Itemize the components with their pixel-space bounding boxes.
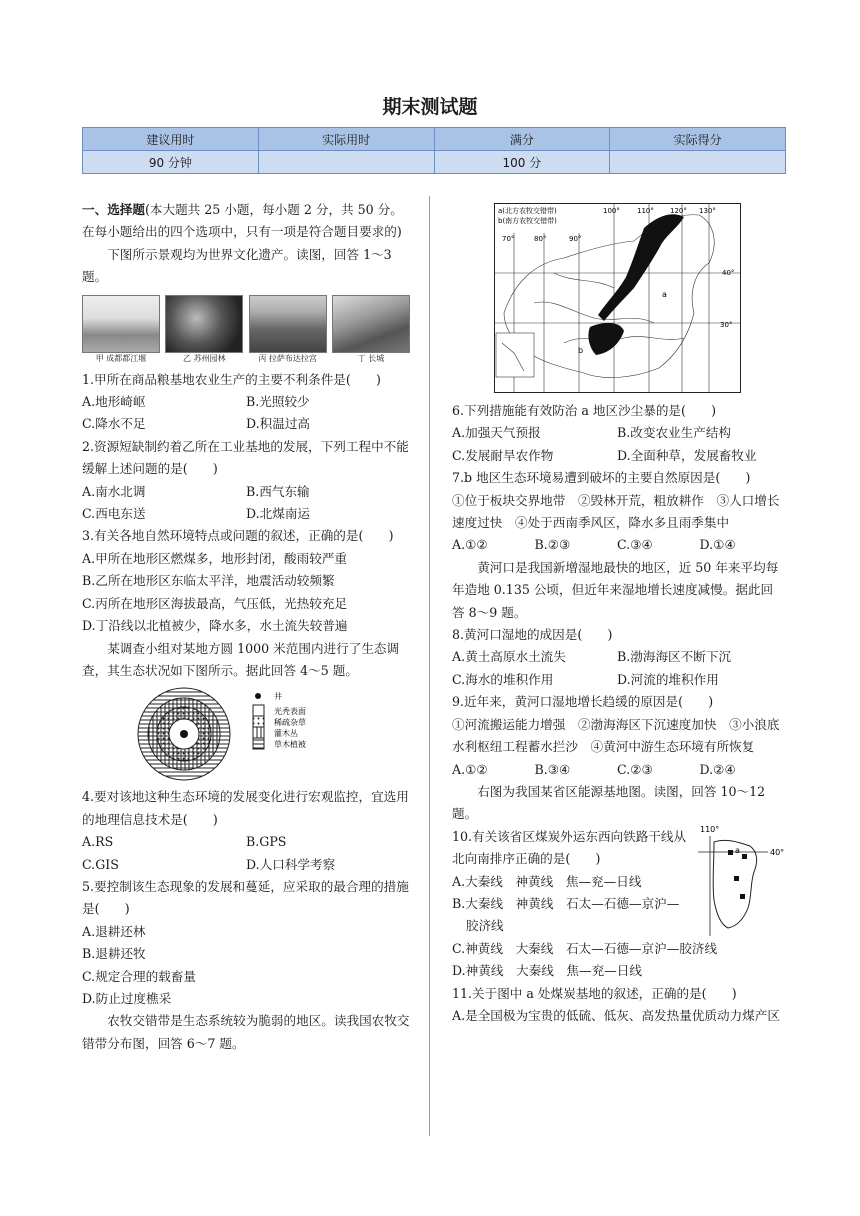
q6-options: [452, 422, 782, 444]
q7-options: [452, 534, 782, 556]
intro-q1-3: 下图所示景观均为世界文化遗产。读图，回答 1～3 题。: [82, 246, 392, 285]
option[interactable]: B.②③: [534, 537, 571, 553]
heritage-photos: [82, 295, 410, 365]
option[interactable]: B.大秦线 神黄线 石太—石德—京沪—胶济线: [452, 895, 680, 934]
great-wall-image: [332, 295, 410, 353]
map-label: 110°: [700, 824, 720, 834]
section-intro: [82, 199, 410, 244]
option[interactable]: B.改变农业生产结构: [617, 425, 732, 441]
option[interactable]: C.神黄线 大秦线 石太—石德—京沪—胶济线: [452, 940, 718, 956]
header-suggested-time: 建议用时: [83, 128, 259, 151]
map-label: 80°: [534, 235, 547, 243]
page-title: 期末测试题: [382, 96, 478, 118]
option[interactable]: C.②③: [617, 761, 653, 777]
option[interactable]: B.③④: [534, 761, 571, 777]
map-label: 70°: [502, 235, 515, 243]
option[interactable]: D.北煤南运: [246, 506, 311, 522]
option[interactable]: D.丁沿线以北植被少，降水多，水土流失较普遍: [82, 618, 348, 634]
value-full-score: 100 分: [434, 151, 610, 174]
header-actual-score: 实际得分: [610, 128, 786, 151]
section-heading: 一、选择题: [82, 202, 145, 217]
province-energy-map: [698, 824, 790, 936]
option[interactable]: D.积温过高: [246, 416, 311, 432]
legend-shrub: 灌木丛: [274, 729, 298, 739]
option[interactable]: B.退耕还牧: [82, 946, 146, 962]
q4-options: [82, 831, 410, 853]
option[interactable]: D.人口科学考察: [246, 856, 336, 872]
info-table: [82, 127, 786, 174]
q4-options: [82, 854, 410, 876]
option[interactable]: B.渤海海区不断下沉: [617, 649, 732, 665]
option[interactable]: C.③④: [617, 537, 653, 553]
q7-statements: ①位于板块交界地带 ②毁林开荒，粗放耕作 ③人口增长速度过快 ④处于西南季风区，降水多且雨季集中: [452, 492, 780, 531]
option[interactable]: A.地形崎岖: [82, 394, 146, 410]
option[interactable]: D.神黄线 大秦线 焦—兖—日线: [452, 963, 642, 979]
intro-q4-5: 某调查小组对某地方圆 1000 米范围内进行了生态调查，其生态状况如下图所示。据此回答 4～5 题。: [82, 640, 400, 678]
option[interactable]: A.RS: [82, 834, 114, 850]
option[interactable]: A.大秦线 神黄线 焦—兖—日线: [452, 873, 642, 889]
map-label-a: a: [735, 845, 740, 855]
question-6: 6.下列措施能有效防治 a 地区沙尘暴的是( ): [452, 403, 717, 418]
option[interactable]: D.防止过度樵采: [82, 990, 172, 1006]
q8-options: [452, 646, 782, 668]
right-column: [452, 400, 785, 1027]
option[interactable]: D.①④: [699, 537, 736, 553]
map-label-b: b: [578, 346, 584, 355]
intro-q8-9: 黄河口是我国新增湿地最快的地区，近 50 年来平均每年造地 0.135 公顷，但近年来湿地增长速度减慢。据此回答 8～9 题。: [452, 559, 779, 620]
section-instructions: (本大题共 25 小题，每小题 2 分，共 50 分。在每小题给出的四个选项中，只有一项是符合题目要求的): [82, 202, 403, 240]
option[interactable]: C.降水不足: [82, 416, 146, 432]
photo-jia: [82, 295, 160, 365]
q6-options: [452, 445, 782, 467]
option[interactable]: B.西气东输: [246, 483, 310, 499]
question-8: 8.黄河口湿地的成因是( ): [452, 627, 613, 643]
photo-bing: [249, 295, 327, 365]
intro-q10-12: 右图为我国某省区能源基地图。读图，回答 10～12 题。: [452, 783, 766, 822]
question-11: 11.关于图中 a 处煤炭基地的叙述，正确的是( ): [452, 985, 737, 1001]
option[interactable]: C.发展耐旱农作物: [452, 447, 554, 463]
map-label: 40°: [770, 847, 785, 857]
question-9: 9.近年来，黄河口湿地增长趋缓的原因是( ): [452, 694, 714, 710]
legend-vegetation: 草木植被: [274, 740, 306, 750]
map-label: 40°: [722, 269, 735, 277]
map-label: 110°: [637, 207, 654, 215]
photo-yi: [165, 295, 243, 365]
option[interactable]: C.规定合理的载畜量: [82, 968, 196, 984]
option[interactable]: A.南水北调: [82, 483, 146, 499]
value-actual-time[interactable]: [258, 151, 434, 174]
option[interactable]: B.乙所在地形区东临太平洋，地震活动较频繁: [82, 573, 335, 589]
option[interactable]: A.甲所在地形区燃煤多，地形封闭，酸雨较严重: [82, 550, 347, 566]
option[interactable]: A.加强天气预报: [452, 425, 541, 441]
value-actual-score[interactable]: [610, 151, 786, 174]
concentric-rings-figure: [136, 686, 356, 782]
question-1: 1.甲所在商品粮基地农业生产的主要不利条件是( ): [82, 371, 381, 387]
map-label: 130°: [699, 207, 716, 215]
map-label: 100°: [603, 207, 620, 215]
photo-caption: 甲 成都都江堰: [95, 353, 147, 363]
option[interactable]: A.黄土高原水土流失: [452, 649, 566, 665]
q8-options: [452, 669, 782, 691]
q9-options: [452, 759, 782, 781]
intro-q6-7: 农牧交错带是生态系统较为脆弱的地区。读我国农牧交错带分布图，回答 6～7 题。: [82, 1013, 410, 1051]
question-7: 7.b 地区生态环境易遭到破坏的主要自然原因是( ): [452, 470, 751, 486]
option[interactable]: D.河流的堆积作用: [617, 671, 719, 687]
option[interactable]: A.①②: [452, 761, 488, 777]
q10-block: [452, 824, 785, 983]
header-full-score: 满分: [434, 128, 610, 151]
map-label: 90°: [569, 235, 582, 243]
legend-sparse-grass: 稀疏杂草: [274, 718, 306, 728]
map-label: 30°: [720, 321, 733, 329]
question-4: 4.要对该地这种生态环境的发展变化进行宏观监控，宜选用的地理信息技术是( ): [82, 789, 409, 827]
value-suggested-time: 90 分钟: [83, 151, 259, 174]
ecology-diagram: [82, 686, 410, 782]
suzhou-garden-image: [165, 295, 243, 353]
q1-options: [82, 413, 410, 435]
left-column: [82, 199, 410, 1055]
option[interactable]: A.是全国极为宝贵的低硫、低灰、高发热量优质动力煤产区: [452, 1007, 780, 1023]
photo-caption: 丁 长城: [357, 353, 385, 363]
q2-options: [82, 481, 410, 503]
map-label-a: a: [662, 290, 667, 299]
china-ecotone-map: [494, 203, 741, 393]
legend-well: 井: [274, 692, 282, 702]
potala-palace-image: [249, 295, 327, 353]
option[interactable]: A.退耕还林: [82, 923, 146, 939]
photo-caption: 乙 苏州园林: [183, 353, 226, 363]
option[interactable]: C.西电东送: [82, 506, 146, 522]
question-5: 5.要控制该生态现象的发展和蔓延，应采取的最合理的措施是( ): [82, 878, 409, 917]
question-3: 3.有关各地自然环境特点或问题的叙述，正确的是( ): [82, 528, 394, 544]
q1-options: [82, 391, 410, 413]
dujiangyan-image: [82, 295, 160, 353]
question-10: 10.有关该省区煤炭外运东西向铁路干线从北向南排序正确的是( ): [452, 828, 687, 867]
option[interactable]: A.①②: [452, 537, 488, 553]
legend-bare: 光秃表面: [274, 707, 306, 717]
option[interactable]: C.GIS: [82, 856, 119, 872]
option[interactable]: D.②④: [699, 761, 736, 777]
option[interactable]: D.全面种草，发展畜牧业: [617, 447, 757, 463]
q9-statements: ①河流搬运能力增强 ②渤海海区下沉速度加快 ③小浪底水利枢纽工程蓄水拦沙 ④黄河中游生态环境有所恢复: [452, 716, 780, 755]
map-legend-b: b(南方农牧交错带): [498, 217, 557, 225]
q2-options: [82, 503, 410, 525]
map-legend-a: a(北方农牧交错带): [498, 207, 557, 215]
photo-ding: [332, 295, 410, 365]
option[interactable]: C.海水的堆积作用: [452, 671, 554, 687]
option[interactable]: C.丙所在地形区海拔最高，气压低，光热较充足: [82, 595, 348, 611]
option[interactable]: B.GPS: [246, 834, 287, 850]
photo-caption: 丙 拉萨布达拉宫: [258, 353, 317, 363]
column-divider: [429, 196, 430, 1136]
question-2: 2.资源短缺制约着乙所在工业基地的发展，下列工程中不能缓解上述问题的是( ): [82, 438, 409, 477]
header-actual-time: 实际用时: [258, 128, 434, 151]
option[interactable]: B.光照较少: [246, 394, 310, 410]
map-label: 120°: [670, 207, 687, 215]
